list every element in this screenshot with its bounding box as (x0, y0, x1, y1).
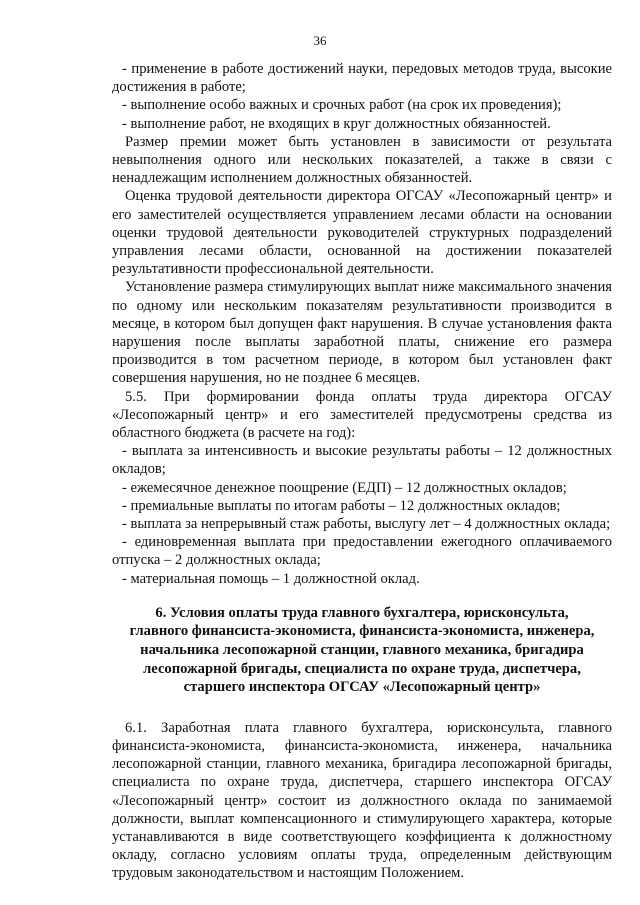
list-item-seniority-payment: - выплата за непрерывный стаж работы, выслугу лет – 4 должностных оклада; (122, 516, 611, 533)
document-body (112, 60, 612, 883)
list-item-science: - применение в работе достижений науки, передовых методов труда, высокие достижения в работе; (112, 61, 612, 96)
paragraph-bonus-size: Размер премии может быть установлен в зависимости от результата невыполнения одного или нескольких показателей, а также в связи с ненадлежащим исполнением должностных обязанностей. (112, 133, 612, 187)
list-item-intensity-payment: - выплата за интенсивность и высокие результаты работы – 12 должностных окладов; (112, 443, 612, 478)
paragraph-6-1: 6.1. Заработная плата главного бухгалтера, юрисконсульта, главного финансиста-экономиста, финансиста-экономиста, инженера, начальника лесопожарной станции, главного механика, бригадира лесопожарной бригады, специалиста по охране труда, диспетчера, старшего инспектора ОГСАУ «Лесопожарный центр» состоит из должностного оклада по занимаемой должности, выплат компенсационного и стимулирующего характера, которые устанавливаются в виде соответствующего коэффициента к должностному окладу, согласно условиям оплаты труда, определенным действующим трудовым законодательством и настоящим Положением. (112, 719, 612, 882)
list-item-urgent-work: - выполнение особо важных и срочных работ (на срок их проведения); (122, 97, 562, 114)
list-item-material-aid: - материальная помощь – 1 должностной оклад. (122, 570, 420, 587)
section-6-heading (112, 604, 612, 697)
section-heading-line: начальника лесопожарной станции, главного механика, бригадира (140, 642, 584, 659)
section-heading-line: главного финансиста-экономиста, финансиста-экономиста, инженера, (129, 623, 595, 640)
page-number: 36 (313, 33, 327, 48)
list-item-premium-payments: - премиальные выплаты по итогам работы – 12 должностных окладов; (122, 497, 561, 514)
section-heading-line: 6. Условия оплаты труда главного бухгалтера, юрисконсульта, (155, 604, 569, 621)
list-item-extra-duties: - выполнение работ, не входящих в круг должностных обязанностей. (122, 115, 551, 132)
list-item-vacation-payment: - единовременная выплата при предоставлении ежегодного оплачиваемого отпуска – 2 должностных оклада; (112, 534, 612, 569)
list-item-monthly-bonus: - ежемесячное денежное поощрение (ЕДП) – 12 должностных окладов; (122, 479, 567, 496)
section-heading-line: лесопожарной бригады, специалиста по охране труда, диспетчера, (143, 660, 581, 677)
section-heading-line: старшего инспектора ОГСАУ «Лесопожарный центр» (183, 679, 541, 696)
paragraph-incentive-reduction: Установление размера стимулирующих выплат ниже максимального значения по одному или нескольким показателям результативности производится в месяце, в котором был допущен факт нарушения. В случае установления факта нарушения после выплаты заработной платы, снижение его размера производится в том расчетном периоде, в котором был установлен факт совершения нарушения, но не позднее 6 месяцев. (112, 279, 612, 387)
paragraph-5-5: 5.5. При формировании фонда оплаты труда директора ОГСАУ «Лесопожарный центр» и его заместителей предусмотрены средства из областного бюджета (в расчете на год): (112, 388, 612, 442)
paragraph-performance-evaluation: Оценка трудовой деятельности директора ОГСАУ «Лесопожарный центр» и его заместителей осуществляется управлением лесами области на основании оценки трудовой деятельности руководителей структурных подразделений управления лесами области, основанной на достижении показателей результативности профессиональной деятельности. (112, 188, 612, 278)
